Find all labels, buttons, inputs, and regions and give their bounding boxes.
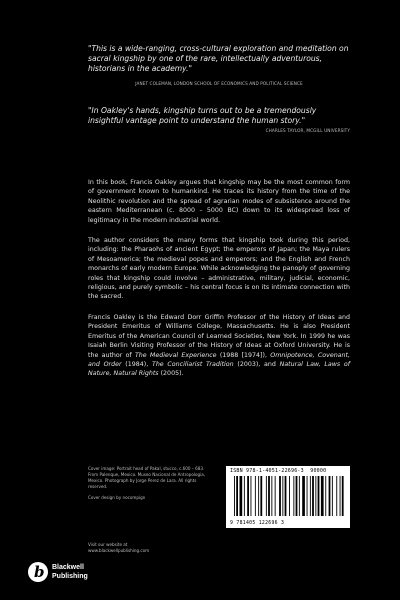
website-url[interactable]: www.blackwellpublishing.com bbox=[88, 548, 150, 553]
author-bio-text-4: (2003), and bbox=[233, 360, 280, 368]
cover-credits bbox=[88, 466, 206, 501]
author-bio bbox=[88, 313, 350, 379]
book-title-medieval-experience: The Medieval Experience bbox=[134, 351, 217, 359]
blackwell-logo-icon bbox=[28, 562, 48, 582]
cover-image-credit: Cover image: Portrait head of Pakal, stucco, c.600 – 683. From Palenque, Mexico. Museo Nacional de Antropologia, Mexico. Photograph by Jorge Perez de Lara. All rights reserved. bbox=[88, 466, 206, 489]
endorsement-quote-2: "In Oakley's hands, kingship turns out to be a tremendously insightful vantage point to understand the human story." bbox=[88, 105, 317, 125]
author-bio-text-3: (1984), bbox=[121, 360, 152, 368]
barcode-bars bbox=[234, 476, 344, 516]
endorsements bbox=[88, 44, 350, 133]
endorsement-attribution-2: CHARLES TAYLOR, MCGILL UNIVERSITY bbox=[265, 128, 350, 134]
barcode-digits: 9 781405 122696 3 bbox=[230, 521, 285, 526]
publisher-logo bbox=[28, 562, 98, 590]
blurb-paragraph-1: In this book, Francis Oakley argues that kingship may be the most common form of government known to humankind. He traces its history from the time of the Neolithic revolution and the spread of agrarian modes of subsistence around the eastern Mediterranean (c. 8000 – 5000 BC) down to its widespread loss of legitimacy in the modern industrial world. bbox=[88, 179, 350, 224]
author-bio-text-5: (2005). bbox=[158, 370, 184, 378]
endorsement-quote-1: "This is a wide-ranging, cross-cultural exploration and meditation on sacral kingship by one of the rare, intellectually adventurous, historians in the academy." bbox=[88, 44, 349, 74]
author-bio-text-2: (1988 [1974]), bbox=[216, 351, 271, 359]
isbn-barcode bbox=[226, 466, 350, 528]
endorsement-attribution-1: JANET COLEMAN, LONDON SCHOOL OF ECONOMICS AND POLITICAL SCIENCE bbox=[135, 80, 303, 86]
price-code: 90000 bbox=[310, 468, 327, 474]
isbn-label bbox=[230, 468, 326, 474]
publisher-name-line-1: Blackwell bbox=[52, 564, 84, 571]
blurb bbox=[88, 178, 350, 390]
publisher-name bbox=[52, 564, 88, 581]
website-label: Visit our website at bbox=[88, 542, 128, 547]
cover-design-credit: Cover design by nocompign bbox=[88, 495, 146, 500]
author-bio-text-1: Francis Oakley is the Edward Dorr Griffin Professor of the History of Ideas and President Emeritus of Williams College, Massachusetts. He is also President Emeritus of the American Council of Learned Societies, New York. In 1999 he was Isaiah Berlin Visiting Professor of the History of Ideas at Oxford University. He is the author of bbox=[88, 313, 350, 359]
website-note bbox=[88, 542, 206, 554]
book-title-conciliarist: The Conciliarist Tradition bbox=[151, 360, 234, 368]
publisher-name-line-2: Publishing bbox=[52, 572, 88, 580]
blurb-paragraph-2: The author considers the many forms that kingship took during this period, including: the Pharaohs of ancient Egypt; the emperors of Japan; the Maya rulers of Mesoamerica; the medieval popes and emperors; and the English and French monarchs of early modern Europe. While acknowledging the panoply of governing roles that kingship could involve – administrative, military, judicial, economic, religious, and purely symbolic – his central focus is on its intimate connection with the sacred. bbox=[88, 237, 350, 301]
book-title-natural-law: Natural Law, Laws of Nature, Natural Rights bbox=[88, 360, 350, 378]
logo-letter: b bbox=[34, 563, 45, 581]
book-title-omnipotence: Omnipotence, Covenant, and Order bbox=[88, 351, 351, 368]
isbn-number: ISBN 978-1-4051-22696-3 bbox=[230, 468, 304, 474]
